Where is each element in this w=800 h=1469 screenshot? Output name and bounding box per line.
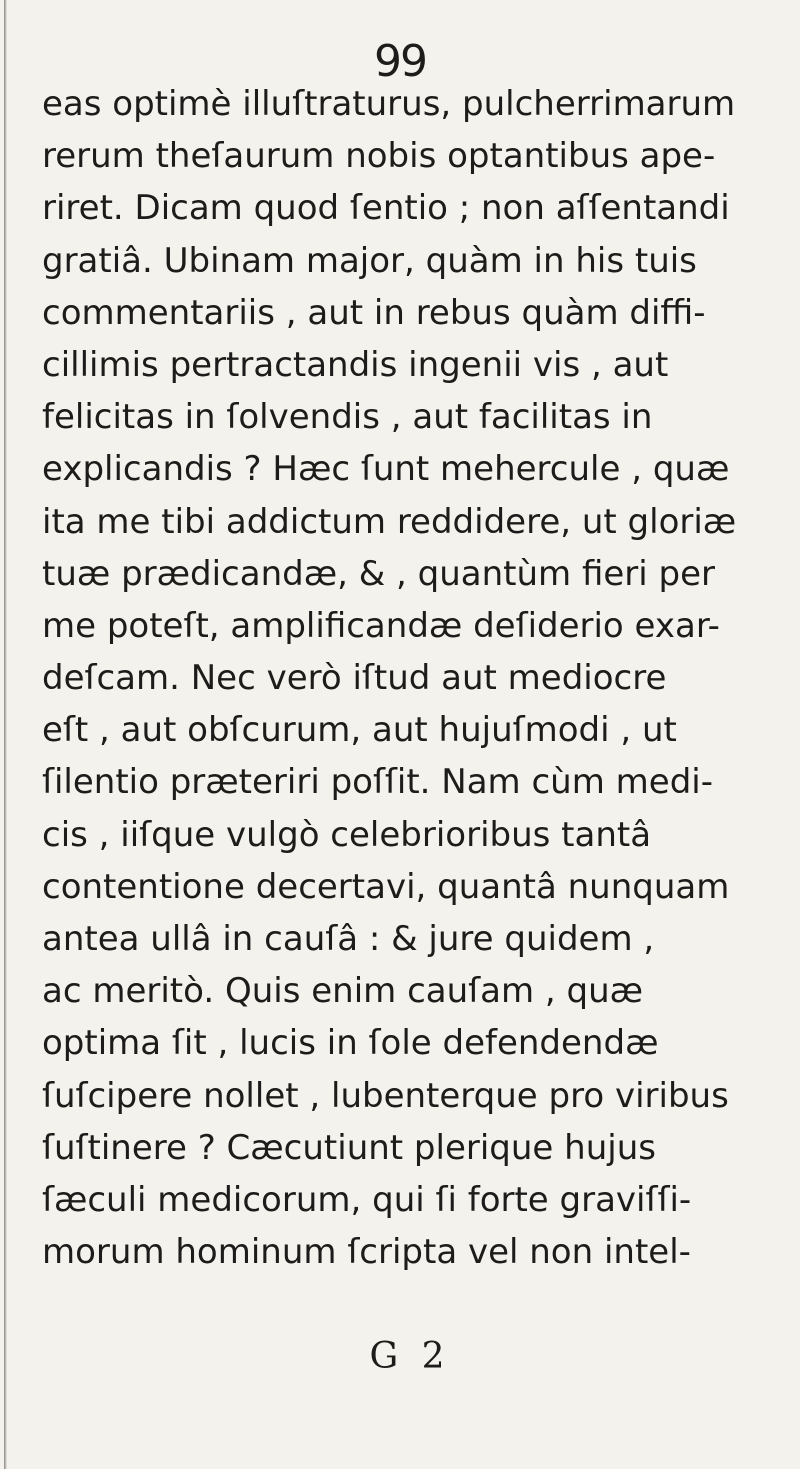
text-line: morum hominum ſcripta vel non intel- bbox=[42, 1232, 691, 1273]
text-line: me poteſt, amplificandæ deſiderio exar- bbox=[42, 605, 720, 646]
text-line: deſcam. Nec verò iſtud aut mediocre bbox=[42, 658, 667, 699]
text-line: felicitas in ſolvendis , aut facilitas in bbox=[42, 397, 653, 438]
text-line: antea ullâ in cauſâ : & jure quidem , bbox=[42, 919, 655, 959]
text-line: ſilentio præteriri poſſit. Nam cùm medi- bbox=[42, 762, 713, 803]
text-line: ſæculi medicorum, qui ſi forte graviſſi- bbox=[42, 1179, 692, 1220]
text-line: ita me tibi addictum reddidere, ut gloriæ bbox=[42, 501, 737, 542]
text-line: ac meritò. Quis enim cauſam , quæ bbox=[42, 971, 644, 1012]
text-line: eas optimè illuſtraturus, pulcherrimarum bbox=[42, 84, 736, 124]
text-line: eſt , aut obſcurum, aut hujuſmodi , ut bbox=[42, 710, 677, 751]
binding-edge bbox=[4, 0, 7, 1469]
text-line: cillimis pertractandis ingenii vis , aut bbox=[42, 344, 669, 385]
text-line: explicandis ? Hæc ſunt mehercule , quæ bbox=[42, 449, 730, 490]
text-line: optima ſit , lucis in ſole defendendæ bbox=[42, 1023, 659, 1064]
page-number: 99 bbox=[374, 36, 426, 87]
text-line: rerum theſaurum nobis optantibus ape- bbox=[42, 136, 716, 177]
text-line: commentariis , aut in rebus quàm diffi- bbox=[42, 292, 706, 333]
text-line: gratiâ. Ubinam major, quàm in his tuis bbox=[42, 240, 697, 281]
text-line: riret. Dicam quod ſentio ; non aſſentandi bbox=[42, 188, 730, 229]
text-line: contentione decertavi, quantâ nunquam bbox=[42, 866, 730, 907]
signature-mark: G 2 bbox=[369, 1336, 451, 1377]
text-line: cis , iiſque vulgò celebrioribus tantâ bbox=[42, 814, 652, 855]
text-line: tuæ prædicandæ, & , quantùm fieri per bbox=[42, 553, 716, 594]
text-line: ſuſtinere ? Cæcutiunt plerique hujus bbox=[42, 1127, 656, 1168]
text-line: ſuſcipere nollet , lubenterque pro viribus bbox=[42, 1075, 729, 1116]
body-text bbox=[42, 78, 792, 1278]
